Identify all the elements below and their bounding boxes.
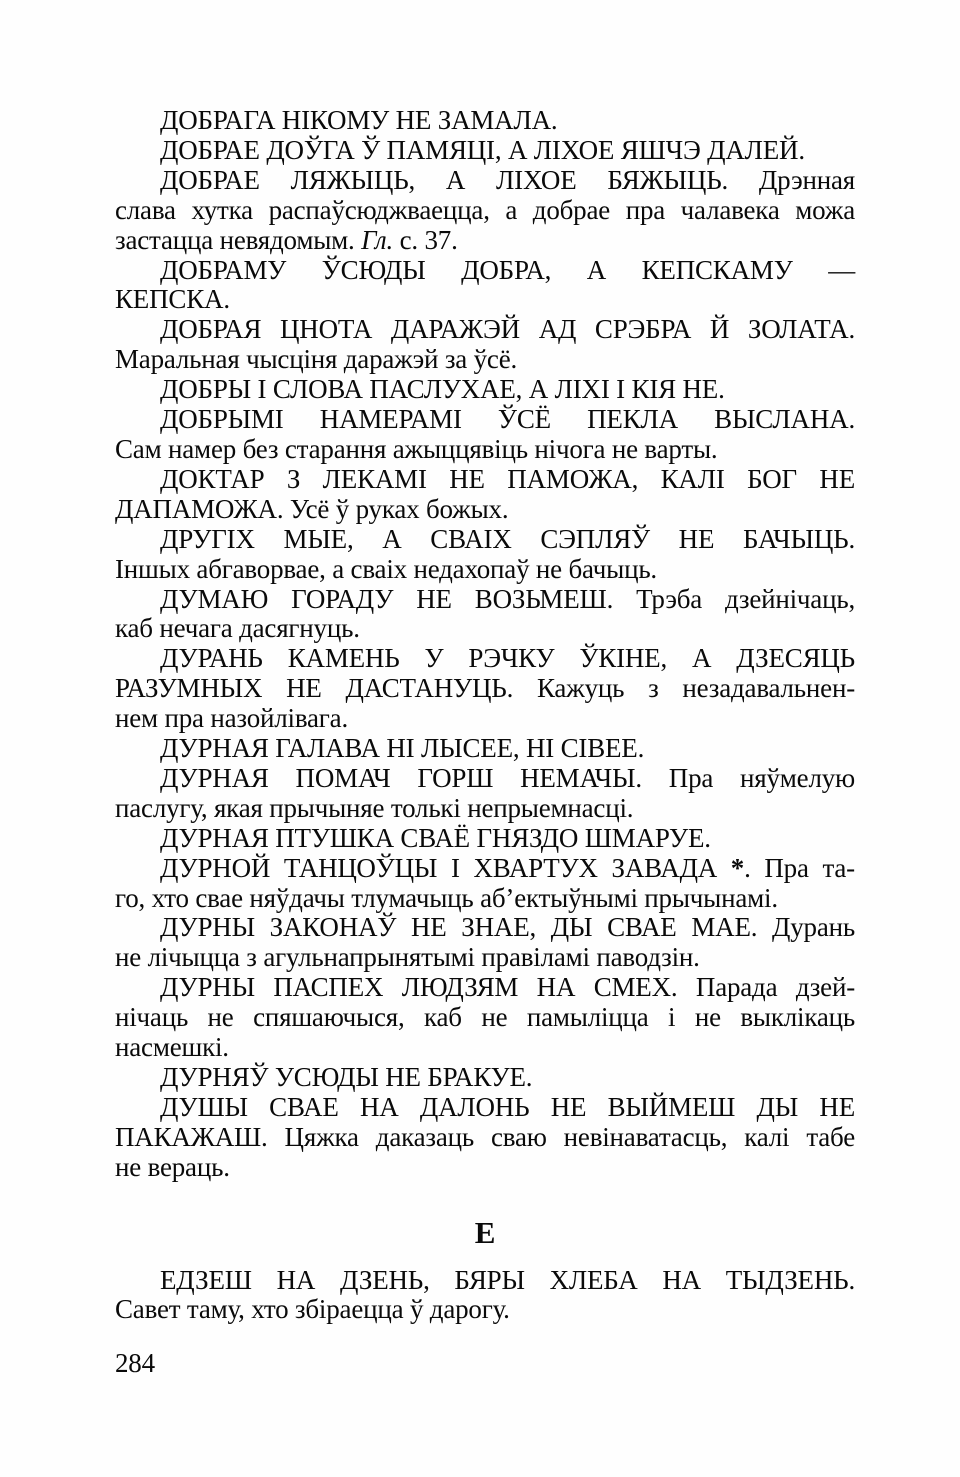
text-segment: Гл. bbox=[361, 224, 394, 255]
text-segment: насмешкі. bbox=[115, 1032, 229, 1063]
text-line bbox=[115, 614, 855, 644]
text-line bbox=[115, 1063, 855, 1093]
section-heading: Е bbox=[474, 1214, 496, 1250]
text-line bbox=[115, 1295, 855, 1325]
text-segment: слава хутка распаўсюджваецца, а добрае пра чалавека можа bbox=[115, 194, 855, 225]
text-line bbox=[115, 884, 855, 914]
text-line bbox=[115, 764, 855, 794]
text-segment: ДУМАЮ ГОРАДУ НЕ ВОЗЬМЕШ. Трэба дзейнічаць, bbox=[160, 583, 855, 614]
text-segment: ДОКТАР З ЛЕКАМІ НЕ ПАМОЖА, КАЛІ БОГ НЕ bbox=[160, 463, 855, 494]
text-line bbox=[115, 375, 855, 405]
text-line bbox=[115, 1093, 855, 1123]
text-segment: ЕДЗЕШ НА ДЗЕНЬ, БЯРЫ ХЛЕБА НА ТЫДЗЕНЬ. bbox=[160, 1264, 855, 1295]
text-line bbox=[115, 136, 855, 166]
text-segment: каб нечага дасягнуць. bbox=[115, 613, 360, 644]
text-segment: ДУРНОЙ ТАНЦОЎЦЫ І ХВАРТУХ ЗАВАДА bbox=[160, 852, 731, 883]
text-segment: Іншых абгаворвае, а сваіх недахопаў не бачыць. bbox=[115, 553, 657, 584]
text-segment: ДАПАМОЖА. Усё ў руках божых. bbox=[115, 493, 509, 524]
text-line bbox=[115, 1003, 855, 1033]
text-block bbox=[115, 106, 855, 1379]
text-segment: ДОБРАМУ ЎСЮДЫ ДОБРА, А КЕПСКАМУ — bbox=[160, 254, 855, 285]
text-segment: ДУРНЫ ПАСПЕХ ЛЮДЗЯМ НА СМЕХ. Парада дзей- bbox=[160, 972, 855, 1003]
text-segment: ПАКАЖАШ. Цяжка даказаць сваю невінаватасць, калі табе bbox=[115, 1121, 855, 1152]
page-number: 284 bbox=[115, 1348, 155, 1379]
text-line bbox=[115, 315, 855, 345]
text-segment: ДРУГІХ МЫЕ, А СВАІХ СЭПЛЯЎ НЕ БАЧЫЦЬ. bbox=[160, 523, 855, 554]
text-line bbox=[115, 854, 855, 884]
text-line bbox=[115, 405, 855, 435]
text-segment: ДУРНЯЎ УСЮДЫ НЕ БРАКУЕ. bbox=[160, 1062, 533, 1092]
text-line bbox=[115, 794, 855, 824]
text-line bbox=[115, 495, 855, 525]
text-line bbox=[115, 525, 855, 555]
text-line bbox=[115, 585, 855, 615]
text-line bbox=[115, 106, 855, 136]
text-segment: ДОБРЫ І СЛОВА ПАСЛУХАЕ, А ЛІХІ І КІЯ НЕ. bbox=[160, 374, 725, 405]
text-line bbox=[115, 943, 855, 973]
text-segment: ДОБРЫМІ НАМЕРАМІ ЎСЁ ПЕКЛА ВЫСЛАНА. bbox=[160, 404, 855, 435]
text-segment: ДУРНАЯ ПОМАЧ ГОРШ НЕМАЧЫ. Пра няўмелую bbox=[160, 762, 855, 793]
text-line bbox=[115, 555, 855, 585]
text-line bbox=[115, 674, 855, 704]
text-segment: застацца невядомым. bbox=[115, 224, 362, 255]
text-line bbox=[115, 913, 855, 943]
text-line bbox=[115, 285, 855, 315]
text-segment: ДУРАНЬ КАМЕНЬ У РЭЧКУ ЎКІНЕ, А ДЗЕСЯЦЬ bbox=[160, 643, 855, 674]
text-segment: ДОБРАЯ ЦНОТА ДАРАЖЭЙ АД СРЭБРА Й ЗОЛАТА. bbox=[160, 314, 855, 345]
text-segment: не вераць. bbox=[115, 1151, 230, 1182]
text-line bbox=[115, 1266, 855, 1296]
text-line bbox=[115, 226, 855, 256]
text-line bbox=[115, 256, 855, 286]
text-segment: нем пра назойлівага. bbox=[115, 703, 349, 734]
text-segment: Савет таму, хто збіраецца ў дарогу. bbox=[115, 1294, 510, 1325]
text-segment: ДОБРАЕ ДОЎГА Ў ПАМЯЦІ, А ЛІХОЕ ЯШЧЭ ДАЛЕЙ. bbox=[160, 134, 805, 165]
text-segment: Сам намер без старання ажыццявіць нічога не варты. bbox=[115, 433, 718, 464]
text-line bbox=[115, 644, 855, 674]
text-segment: . Пра та- bbox=[744, 852, 855, 883]
text-line bbox=[115, 973, 855, 1003]
text-line bbox=[115, 345, 855, 375]
text-segment: Маральная чысціня даражэй за ўсё. bbox=[115, 344, 518, 375]
text-segment: ДУШЫ СВАЕ НА ДАЛОНЬ НЕ ВЫЙМЕШ ДЫ НЕ bbox=[160, 1091, 855, 1122]
text-line bbox=[115, 435, 855, 465]
text-segment: го, хто свае няўдачы тлумачыць аб’ектыўнымі прычынамі. bbox=[115, 882, 778, 913]
text-segment: нічаць не спяшаючыся, каб не памыліцца і не выклікаць bbox=[115, 1002, 855, 1033]
text-segment: ДОБРАГА НІКОМУ НЕ ЗАМАЛА. bbox=[160, 105, 558, 135]
text-line bbox=[115, 196, 855, 226]
text-segment: с. 37. bbox=[393, 224, 458, 255]
text-segment: ДУРНАЯ ПТУШКА СВАЁ ГНЯЗДО ШМАРУЕ. bbox=[160, 822, 711, 853]
text-line bbox=[115, 1153, 855, 1183]
text-segment: ДУРНАЯ ГАЛАВА НІ ЛЫСЕЕ, НІ СІВЕЕ. bbox=[160, 733, 645, 764]
text-segment: * bbox=[730, 852, 745, 883]
text-line bbox=[115, 1123, 855, 1153]
text-line bbox=[115, 704, 855, 734]
text-line bbox=[115, 824, 855, 854]
text-segment: ДОБРАЕ ЛЯЖЫЦЬ, А ЛІХОЕ БЯЖЫЦЬ. Дрэнная bbox=[160, 164, 855, 195]
text-segment: ДУРНЫ ЗАКОНАЎ НЕ ЗНАЕ, ДЫ СВАЕ МАЕ. Дурань bbox=[160, 912, 855, 943]
text-line bbox=[115, 465, 855, 495]
text-segment: паслугу, якая прычыняе толькі непрыемнасці. bbox=[115, 792, 634, 823]
text-line bbox=[115, 734, 855, 764]
text-segment: КЕПСКА. bbox=[115, 284, 230, 315]
text-line bbox=[115, 1033, 855, 1063]
text-line bbox=[115, 166, 855, 196]
text-segment: не лічыцца з агульнапрынятымі правіламі паводзін. bbox=[115, 942, 700, 973]
text-segment: РАЗУМНЫХ НЕ ДАСТАНУЦЬ. Кажуць з незадавальнен- bbox=[115, 673, 855, 704]
